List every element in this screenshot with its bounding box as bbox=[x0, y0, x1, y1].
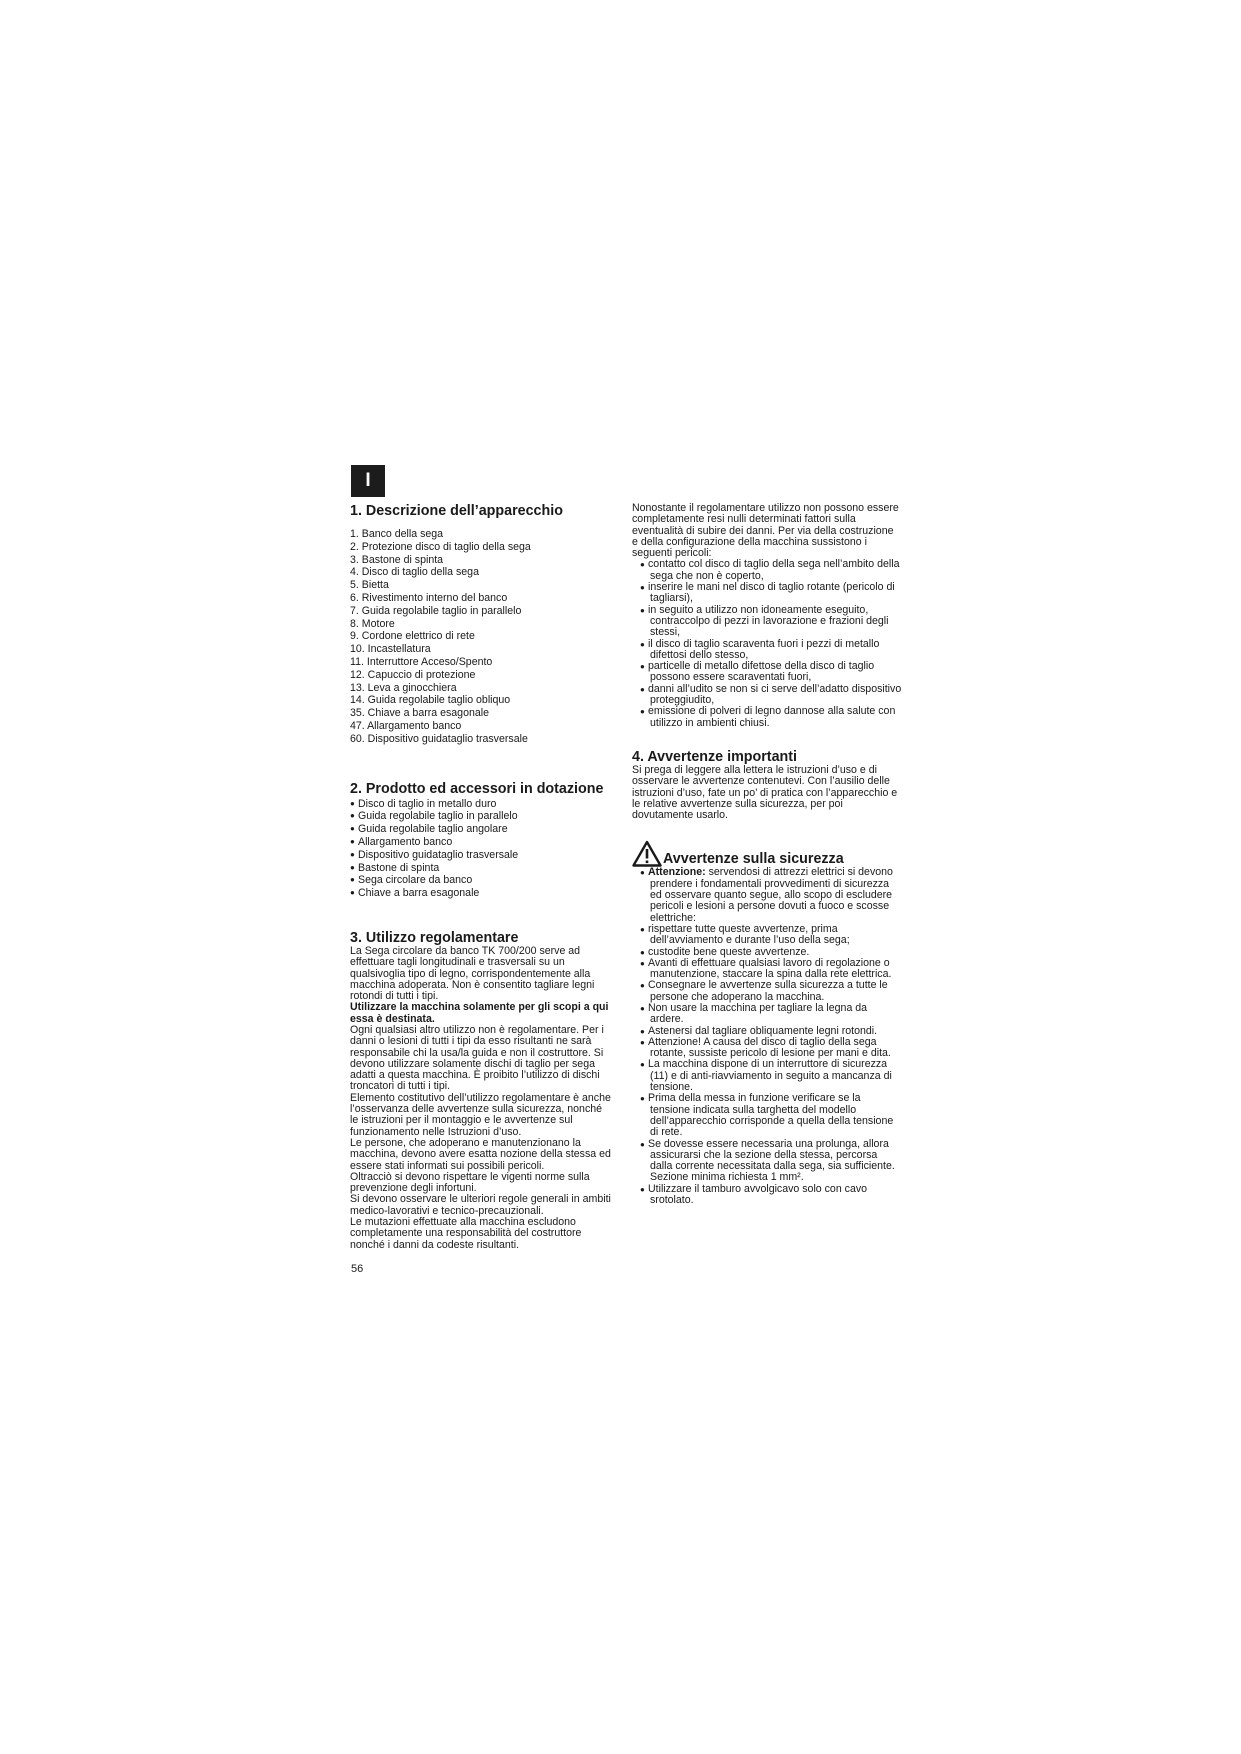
list-item: 4. Disco di taglio della sega bbox=[350, 566, 479, 579]
bullet-icon: ● bbox=[640, 868, 645, 878]
list-item: 2. Protezione disco di taglio della sega bbox=[350, 540, 531, 553]
parts-list bbox=[350, 528, 612, 746]
list-item: 14. Guida regolabile taglio obliquo bbox=[350, 694, 511, 707]
bullet-icon: ● bbox=[640, 639, 645, 649]
risk-item: ● in seguito a utilizzo non idoneamente eseguito, contraccolpo di pezzi in lavorazione e frazioni degli stessi, bbox=[640, 603, 889, 639]
section-2-title: 2. Prodotto ed accessori in dotazione bbox=[350, 780, 604, 797]
list-item: ● Allargamento banco bbox=[350, 836, 612, 849]
bullet-icon: ● bbox=[640, 958, 645, 968]
safety-title: Avvertenze sulla sicurezza bbox=[663, 851, 844, 868]
list-item: ● Disco di taglio in metallo duro bbox=[350, 798, 612, 811]
right-column bbox=[632, 503, 902, 1206]
risk-item: ● particelle di metallo difettose della disco di taglio possono essere scaraventati fuori, bbox=[640, 660, 875, 684]
bullet-icon: ● bbox=[640, 1184, 645, 1194]
paragraph: Ogni qualsiasi altro utilizzo non è regolamentare. Per i danni o lesioni di tutti i tipi da esso risultanti ne sarà responsabile chi la usa/la guida e non il costruttore. Si devono utilizzare solamente dischi di taglio per sega adatti a questa macchina. È proibito l’utilizzo di dischi troncatori di tutti i tipi. bbox=[350, 1024, 604, 1093]
section-4-title: 4. Avvertenze importanti bbox=[632, 748, 797, 765]
bullet-icon: ● bbox=[640, 947, 645, 957]
list-item: 1. Banco della sega bbox=[350, 528, 444, 540]
safety-item: ● La macchina dispone di un interruttore di sicurezza (11) e di anti-riavviamento in seguito a mancanza di tensione. bbox=[640, 1058, 892, 1094]
list-item: ● Chiave a barra esagonale bbox=[350, 887, 612, 900]
safety-item: ● custodite bene queste avvertenze. bbox=[640, 945, 810, 958]
section-1-title: 1. Descrizione dell’apparecchio bbox=[350, 503, 563, 519]
list-item: 7. Guida regolabile taglio in parallelo bbox=[350, 604, 522, 617]
list-item: 12. Capuccio di protezione bbox=[350, 668, 476, 681]
bullet-icon: ● bbox=[640, 924, 645, 934]
risk-item: ● inserire le mani nel disco di taglio rotante (pericolo di tagliarsi), bbox=[640, 581, 895, 605]
list-item: 60. Dispositivo guidataglio trasversale bbox=[350, 732, 528, 745]
bullet-icon: ● bbox=[640, 1037, 645, 1047]
risk-item: ● contatto col disco di taglio della sega nell’ambito della sega che non è coperto, bbox=[640, 558, 900, 582]
risk-item: ● emissione di polveri di legno dannose alla salute con utilizzo in ambienti chiusi. bbox=[640, 705, 896, 729]
paragraph: Si devono osservare le ulteriori regole generali in ambiti medico-lavorativi e tecnico-precauzionali. bbox=[350, 1193, 611, 1217]
bullet-icon: ● bbox=[640, 605, 645, 615]
paragraph: Le persone, che adoperano e manutenzionano la macchina, devono avere esatta nozione della stessa ed essere stati informati sui possibili pericoli. bbox=[350, 1136, 611, 1172]
safety-item: ● Consegnare le avvertenze sulla sicurezza a tutte le persone che adoperano la macchina. bbox=[640, 979, 888, 1003]
paragraph: La Sega circolare da banco TK 700/200 serve ad effettuare tagli longitudinali e trasversali su un qualsivoglia tipo di legno, corrispondentemente alla macchina adoperata. Non è consentito tagliare legni rotondi di tutti i tipi. bbox=[350, 944, 595, 1003]
bullet-icon: ● bbox=[640, 662, 645, 672]
risk-item: ● danni all’udito se non si ci serve dell’adatto dispositivo proteggiudito, bbox=[640, 682, 902, 707]
list-item: ● Guida regolabile taglio in parallelo bbox=[350, 810, 612, 823]
paragraph: Le mutazioni effettuate alla macchina escludono completamente una responsabilità del costruttore nonché i danni da codeste risultanti. bbox=[350, 1216, 582, 1251]
warning-icon bbox=[632, 840, 662, 867]
bullet-icon: ● bbox=[640, 1003, 645, 1013]
safety-heading bbox=[632, 840, 902, 867]
paragraph: Oltracciò si devono rispettare le vigenti norme sulla prevenzione degli infortuni. bbox=[350, 1170, 590, 1195]
list-item: 9. Cordone elettrico di rete bbox=[350, 630, 475, 643]
safety-item: ● rispettare tutte queste avvertenze, prima dell’avviamento e durante l’uso della sega; bbox=[640, 922, 850, 947]
list-item: 13. Leva a ginocchiera bbox=[350, 681, 457, 694]
safety-item: ● Prima della messa in funzione verificare se la tensione indicata sulla targhetta del modello dell’apparecchio corrisponde a quella della tensione di rete. bbox=[640, 1092, 894, 1139]
safety-item: ● Avanti di effettuare qualsiasi lavoro di regolazione o manutenzione, staccare la spina dalla rete elettrica. bbox=[640, 956, 892, 981]
bullet-icon: ● bbox=[640, 1026, 645, 1036]
list-item: ● Dispositivo guidataglio trasversale bbox=[350, 849, 612, 862]
safety-item: ● Non usare la macchina per tagliare la legna da ardere. bbox=[640, 1001, 868, 1026]
safety-item: ● Utilizzare il tamburo avvolgicavo solo con cavo srotolato. bbox=[640, 1182, 868, 1207]
paragraph: Elemento costitutivo dell’utilizzo regolamentare è anche l’osservanza delle avvertenze sulla sicurezza, nonché le istruzioni per il montaggio e le avvertenze sul funzionamento nelle Istruzioni d’uso. bbox=[350, 1091, 611, 1138]
bullet-icon: ● bbox=[640, 583, 645, 593]
language-badge: I bbox=[351, 465, 385, 497]
safety-item: ● Astenersi dal tagliare obliquamente legni rotondi. bbox=[640, 1024, 878, 1037]
list-item: 10. Incastellatura bbox=[350, 643, 431, 656]
list-item: 35. Chiave a barra esagonale bbox=[350, 707, 489, 720]
bullet-icon: ● bbox=[640, 1060, 645, 1070]
risk-item: ● il disco di taglio scaraventa fuori i pezzi di metallo difettosi dello stesso, bbox=[640, 637, 880, 661]
list-item: 3. Bastone di spinta bbox=[350, 553, 444, 566]
list-item: 6. Rivestimento interno del banco bbox=[350, 591, 508, 604]
section-4-text: Si prega di leggere alla lettera le istruzioni d’uso e di osservare le avvertenze contenutevi. Con l’ausilio delle istruzioni d’uso, fate un po’ di pratica con l’apparecchio e le relative avvertenze sulla sicurezza, per poi dovutamente usarlo. bbox=[632, 763, 898, 822]
safety-item: ● Attenzione! A causa del disco di taglio della sega rotante, sussiste pericolo di lesione per mani e dita. bbox=[640, 1035, 891, 1060]
bullet-icon: ● bbox=[640, 707, 645, 717]
section-3-title: 3. Utilizzo regolamentare bbox=[350, 929, 519, 946]
bold-note: Utilizzare la macchina solamente per gli scopi a qui essa è destinata. bbox=[350, 1001, 609, 1025]
risks-intro: Nonostante il regolamentare utilizzo non possono essere completamente resi nulli determinati fattori sulla eventualità di subire dei danni. Per via della costruzione e della configurazione della macchina sussistono i seguenti pericoli: bbox=[632, 502, 899, 560]
risks-list bbox=[632, 559, 902, 728]
bullet-icon: ● bbox=[640, 684, 645, 694]
left-column bbox=[350, 504, 612, 1251]
list-item: ● Bastone di spinta bbox=[350, 862, 612, 875]
list-item: 8. Motore bbox=[350, 617, 395, 630]
list-item: ● Sega circolare da banco bbox=[350, 874, 612, 887]
accessories-list bbox=[350, 798, 612, 900]
list-item: 5. Bietta bbox=[350, 579, 389, 592]
list-item: ● Guida regolabile taglio angolare bbox=[350, 823, 612, 836]
safety-item: ● Attenzione: servendosi di attrezzi elettrici si devono prendere i fondamentali provvedimenti di sicurezza ed osservare quanto segue, allo scopo di escludere pericoli e lesioni a persone dovuti a fuoco e scosse elettriche: bbox=[640, 866, 893, 924]
bullet-icon: ● bbox=[640, 1094, 645, 1104]
section-3-body bbox=[350, 946, 612, 1251]
list-item: 47. Allargamento banco bbox=[350, 719, 462, 732]
bullet-icon: ● bbox=[640, 1139, 645, 1149]
safety-list bbox=[632, 867, 902, 1206]
bullet-icon: ● bbox=[640, 981, 645, 991]
safety-item: ● Se dovesse essere necessaria una prolunga, allora assicurarsi che la sezione della stessa, percorsa dalla corrente necessitata dalla sega, sia sufficiente. Sezione minima richiesta 1 mm². bbox=[640, 1137, 895, 1184]
bullet-icon: ● bbox=[640, 560, 645, 570]
page-number: 56 bbox=[351, 1263, 364, 1275]
list-item: 11. Interruttore Acceso/Spento bbox=[350, 655, 493, 668]
